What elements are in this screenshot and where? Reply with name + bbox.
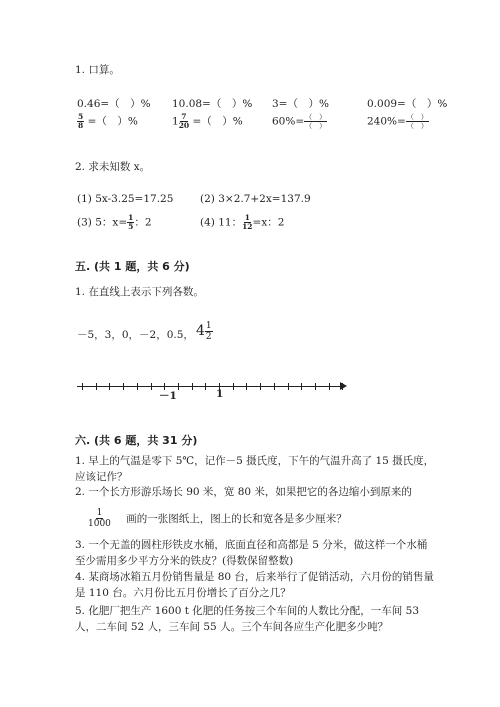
q1-title: 1. 口算。 — [75, 64, 120, 76]
question-text: 1. 在直线上表示下列各数。 — [75, 286, 204, 298]
oral-item-percent: 240%= $\frac{( )}{( )}$ — [367, 113, 428, 130]
tick-mark — [233, 383, 234, 390]
oral-item: 0.009=（ ）% — [367, 98, 448, 110]
scale-fraction: $\frac{1}{1000}$ — [88, 508, 111, 529]
tick-mark — [301, 383, 302, 390]
tick-mark — [82, 383, 83, 390]
question-3: 3. 一个无盖的圆柱形铁皮水桶，底面直径和高都是 5 分米，做这样一个水桶至少需用多少平方分米的铁皮？(得数保留整数) — [75, 539, 428, 567]
oral-item-mixed: 1 $\frac{7}{20}$ =（ ）% — [172, 112, 243, 130]
tick-mark — [246, 383, 247, 390]
blank-fraction: $\frac{( )}{( )}$ — [305, 113, 327, 130]
fraction: $\frac{7}{20}$ — [178, 112, 190, 130]
oral-item: 3=（ ）% — [272, 98, 329, 110]
question-4: 4. 某商场冰箱五月份销售量是 80 台，后来举行了促销活动，六月份的销售量是 110 台。六月份比五月份增长了百分之几？ — [75, 571, 434, 599]
tick-mark — [329, 383, 330, 390]
scale-line: $\frac{1}{1000}$ 画的一张图纸上，图上的长和宽各是多少厘米？ — [88, 508, 347, 529]
oral-item: 10.08=（ ）% — [172, 98, 253, 110]
tick-label: 1 — [216, 388, 224, 400]
tick-mark — [123, 383, 124, 390]
tick-mark — [151, 383, 152, 390]
tick-mark — [96, 383, 97, 390]
oral-item: 0.46=（ ）% — [77, 98, 151, 110]
number-list: －5，3，0，－2，0.5， — [77, 329, 194, 341]
question-2: 2. 一个长方形游乐场长 90 米，宽 80 米，如果把它的各边缩小到原来的 — [75, 486, 412, 498]
arrow-head-icon — [340, 382, 347, 390]
tick-mark — [192, 383, 193, 390]
tick-mark — [315, 383, 316, 390]
oral-item-frac: $\frac{5}{8}$ =（ ）% — [78, 112, 138, 130]
blank-fraction: $\frac{( )}{( )}$ — [406, 113, 428, 130]
tick-mark — [288, 383, 289, 390]
tick-mark — [342, 383, 343, 390]
fraction: $\frac{1}{2}$ — [205, 320, 212, 342]
equation-1: (1) 5x-3.25=17.25 — [77, 193, 174, 205]
tick-mark — [274, 383, 275, 390]
tick-mark — [178, 383, 179, 390]
equation-2: (2) 3×2.7+2x=137.9 — [200, 193, 311, 205]
section-heading: 五. (共 1 题，共 6 分) — [75, 260, 190, 273]
fraction: $\frac{5}{8}$ — [78, 112, 84, 130]
question-5: 5. 化肥厂把生产 1600 t 化肥的任务按三个车间的人数比分配，一车间 53 人，二车间 52 人，三车间 55 人。三个车间各应生产化肥多少吨？ — [75, 605, 420, 633]
fraction: $\frac{1}{5}$ — [128, 213, 134, 231]
mixed-number: 4 $\frac{1}{2}$ — [196, 320, 212, 342]
equation-3: (3) 5：x= $\frac{1}{5}$ ：2 — [77, 213, 152, 231]
oral-item-percent: 60%= $\frac{( )}{( )}$ — [272, 113, 327, 130]
fraction: $\frac{1}{12}$ — [242, 213, 253, 231]
question-1: 1. 早上的气温是零下 5℃，记作－5 摄氏度，下午的气温升高了 15 摄氏度，应该记作？ — [75, 455, 435, 483]
tick-mark — [260, 383, 261, 390]
q2-title: 2. 求未知数 x。 — [75, 161, 151, 173]
number-line-axis — [77, 386, 342, 387]
tick-mark — [109, 383, 110, 390]
tick-label: －1 — [159, 390, 177, 402]
tick-mark — [137, 383, 138, 390]
section-heading: 六. (共 6 题，共 31 分) — [75, 434, 198, 447]
equation-4: (4) 11： $\frac{1}{12}$ =x：2 — [200, 213, 285, 231]
tick-mark — [205, 383, 206, 390]
